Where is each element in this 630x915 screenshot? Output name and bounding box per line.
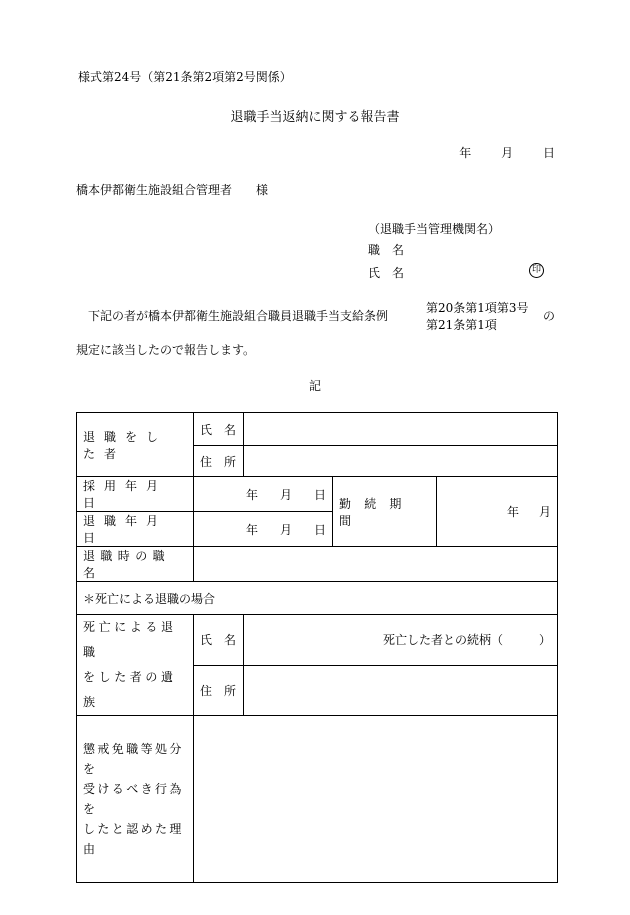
bereaved-label-line-1: 死亡による退職 xyxy=(83,620,177,659)
retire-month: 月 xyxy=(279,522,292,537)
hire-year: 年 xyxy=(245,487,258,502)
form-number: 様式第24号（第21条第2項第2号関係） xyxy=(78,70,292,84)
position-label: 職 名 xyxy=(368,243,405,257)
reason-line-3: したと認めた理由 xyxy=(83,822,184,856)
service-period-label: 勤続期間 xyxy=(333,477,437,547)
retire-day: 日 xyxy=(313,522,326,537)
retire-date-label: 退職年月日 xyxy=(77,512,194,547)
hire-day: 日 xyxy=(313,487,326,502)
hire-date-field[interactable] xyxy=(194,477,333,512)
retire-year: 年 xyxy=(245,522,258,537)
date-day: 日 xyxy=(542,146,555,160)
retiree-name-field[interactable] xyxy=(244,413,558,446)
body-particle: の xyxy=(543,309,556,323)
bereaved-name-label: 氏 名 xyxy=(194,615,244,666)
service-years: 年 xyxy=(506,505,519,519)
date-month: 月 xyxy=(501,146,514,160)
bereaved-name-field[interactable] xyxy=(244,615,558,666)
relation-label: 死亡した者との続柄（ ） xyxy=(383,633,552,648)
bereaved-address-field[interactable] xyxy=(244,665,558,716)
body-line-1: 下記の者が橋本伊都衛生施設組合職員退職手当支給条例 xyxy=(88,309,389,323)
hire-month: 月 xyxy=(279,487,292,502)
retiree-address-field[interactable] xyxy=(244,446,558,477)
seal-icon: 印 xyxy=(529,263,544,278)
reason-line-2: 受けるべき行為を xyxy=(83,782,184,816)
recipient: 橋本伊都衛生施設組合管理者 様 xyxy=(76,183,269,197)
date-line xyxy=(459,144,555,161)
service-months: 月 xyxy=(539,505,552,519)
bereaved-address-label: 住 所 xyxy=(194,665,244,716)
position-at-retirement-field[interactable] xyxy=(194,547,558,582)
ki-heading: 記 xyxy=(308,379,321,393)
retiree-label: 退職をした者 xyxy=(77,413,194,477)
bereaved-label-line-2: をした者の遺族 xyxy=(83,670,177,709)
name-label: 氏 名 xyxy=(368,266,405,280)
body-line-2: 規定に該当したので報告します。 xyxy=(76,343,256,357)
report-table xyxy=(76,412,558,883)
document-title: 退職手当返納に関する報告書 xyxy=(230,110,400,125)
retiree-address-label: 住 所 xyxy=(194,446,244,477)
service-period-field[interactable] xyxy=(437,477,558,547)
disciplinary-reason-label xyxy=(77,716,194,883)
position-at-retirement-label: 退職時の職名 xyxy=(77,547,194,582)
agency-label: （退職手当管理機関名） xyxy=(368,222,501,236)
article-a: 第20条第1項第3号 xyxy=(426,301,529,315)
death-note: ＊死亡による退職の場合 xyxy=(77,582,558,615)
retire-date-field[interactable] xyxy=(194,512,333,547)
disciplinary-reason-field[interactable] xyxy=(194,716,558,883)
date-year: 年 xyxy=(459,146,472,160)
hire-date-label: 採用年月日 xyxy=(77,477,194,512)
article-b: 第21条第1項 xyxy=(426,318,497,332)
bereaved-label xyxy=(77,615,194,716)
retiree-name-label: 氏 名 xyxy=(194,413,244,446)
reason-line-1: 懲戒免職等処分を xyxy=(83,742,184,776)
